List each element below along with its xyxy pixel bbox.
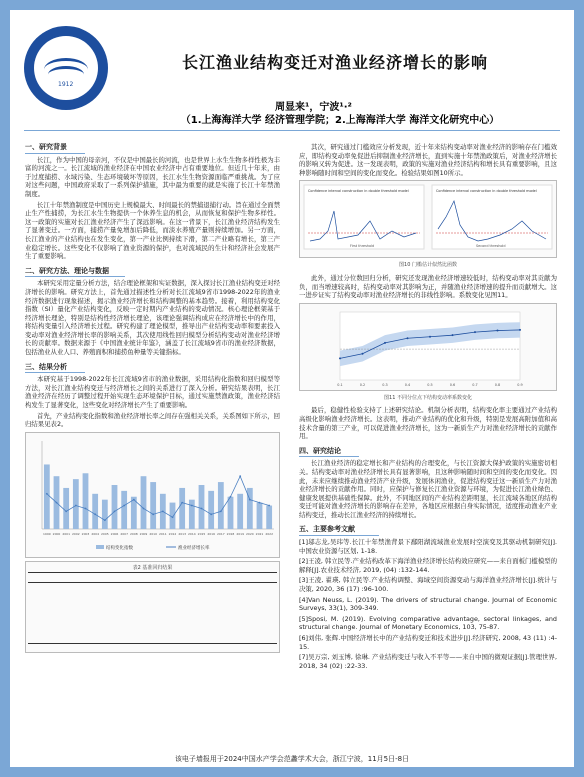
tick-label: 2009 xyxy=(139,531,148,536)
tick-label: 2019 xyxy=(236,531,244,536)
tick-label: 0.6 xyxy=(449,382,456,387)
point xyxy=(133,499,135,501)
point xyxy=(268,504,270,506)
point xyxy=(519,329,521,331)
point xyxy=(362,352,364,354)
fig10-left-title: Confidence interval construction in double threshold model xyxy=(308,189,409,194)
tick-label: 1999 xyxy=(43,531,51,536)
tick-label: 0.4 xyxy=(404,382,411,387)
poster-title: 长江渔业结构变迁对渔业经济增长的影响 xyxy=(181,53,488,72)
point xyxy=(452,334,454,336)
university-logo xyxy=(24,26,108,110)
bar xyxy=(121,491,127,529)
quantile-chart xyxy=(299,303,557,391)
tick-label: 2011 xyxy=(159,531,167,536)
tick-label: 2013 xyxy=(178,531,186,536)
point xyxy=(104,519,106,521)
bar xyxy=(44,464,50,529)
point xyxy=(162,510,164,512)
point xyxy=(65,510,67,512)
point xyxy=(46,493,48,495)
bar xyxy=(237,494,243,529)
relationship-chart xyxy=(25,432,280,558)
legend-swatch xyxy=(96,545,104,549)
tick-label: 2018 xyxy=(226,531,235,536)
point xyxy=(114,510,116,512)
section-heading: 五、主要参考文献 xyxy=(299,525,379,536)
paragraph: 长江渔业经济的稳定增长和产业结构的合理变化，与长江资源大保护政策的实施密切相关。结构变动率对渔业经济增长具有显著影响，且这种影响随时间和空间的变化而变化。因此，未来应继续推动渔业经济产业升级，发展休闲渔业，促进结构变迁这一新质生产力对渔业经济增长的贡献作用。同时，应保护与修复长江渔业资源与环境，为促进长江渔业绿色、健康发展提供基础性保障。此外，不同地区间的产业结构差距明显，长江流域各地区的结构变迁可能对渔业经济增长的影响存在差异，各地区应根据自身实际情况，适度推动渔业产业结构变迁，推动长江渔业经济的持续增长。 xyxy=(299,459,557,519)
header-divider xyxy=(24,130,560,131)
reference: [2]王凌, 韩立民等.产业结构改革下海洋渔业经济增长结构效应研究——来自面板门槛模型的解释[J].农业技术经济, 2019, (04) :132-144. xyxy=(299,557,557,574)
bar xyxy=(83,473,89,529)
tick-label: 2022 xyxy=(265,531,273,536)
bar xyxy=(179,488,185,529)
authors: 周显来¹，宁波¹·² xyxy=(275,102,352,113)
point xyxy=(172,516,174,518)
reference: [5]Sposi, M. (2019). Evolving comparative advantage, sectoral linkages, and structural change. Journal of Monetary Economics, 103, 75-87. xyxy=(299,614,557,632)
point xyxy=(407,337,409,339)
tick-label: 2006 xyxy=(110,531,119,536)
right-column xyxy=(299,143,557,672)
tick-label: 0.2 xyxy=(359,382,366,387)
point xyxy=(339,357,341,359)
series-line xyxy=(47,476,269,520)
point xyxy=(230,496,232,498)
affiliation: （1.上海海洋大学 经济管理学院；2.上海海洋大学 海洋文化研究中心） xyxy=(180,115,500,126)
fig10-right-title: Confidence interval construction in double threshold model xyxy=(436,189,537,194)
paragraph: 本研究采用定量分析方法，结合理论框架和实证数据，深入探讨长江渔业结构变迁对经济增长的影响。研究方法上，首先通过描述性分析对长江流域9省市1998-2022年的渔业经济数据进行现象描述，揭示渔业经济增长和结构调整的基本趋势。接着，利用结构变化指数（SI）量化产业结构变化，反映一定时期内产业结构的变动情况。核心理论框架基于经济增长理论，特别是结构性经济增长理论，该理论强调结构成应在经济增长中的作用，将结构变量引入经济增长过程。研究构建了理论模型，推导出产业结构变动率和要素投入变动率对渔业经济增长率的影响关系，其次使用线性回归模型分析结构变动对渔业经济增长的贡献率。数据来源于《中国渔业统计年鉴》，涵盖了长江流域9省市的渔业经济数据，包括渔业从业人口、养殖面积和捕捞鱼种量等关键指标。 xyxy=(25,279,280,357)
paragraph: 长江十年禁渔制度是中国历史上规模最大、时间最长的禁捕退捕行动。旨在通过全面禁止生产性捕捞，为长江水生生物提供一个休养生息的机会，从而恢复和保护生物多样性。这一政策的实施对长江渔业经济产生了深远影响。在这一背景下，长江渔业经济结构发生了显著变迁。一方面，捕捞产量免增加后降低，而淡水养殖产量则持续增加。另一方面，长江渔业的产业结构也在发生变化，第一产业比例持续下滑，第二产业略有增长，第三产业稳定增长。这些变化不仅影响了渔业资源的保护，也对流域民的生计和经济社会发展产生了重要影响。 xyxy=(25,200,280,261)
tick-label: 0.1 xyxy=(337,382,343,387)
tick-label: 0.3 xyxy=(382,382,388,387)
point xyxy=(474,331,476,333)
relationship-chart-svg xyxy=(26,433,279,557)
quantile-chart-svg xyxy=(300,304,556,390)
tick-label: 2021 xyxy=(255,531,264,536)
point xyxy=(384,342,386,344)
point xyxy=(249,499,251,501)
tick-label: 2001 xyxy=(62,531,70,536)
reference: [6]刘伟, 张辉.中国经济增长中的产业结构变迁和技术进步[J].经济研究, 2008, 43 (11) :4-15. xyxy=(299,634,557,651)
reference: [3]王凌, 翟瑛, 韩立民等.产业结构调整、海域空间资源变动与海洋渔业经济增长[J].统计与决策, 2020, 36 (17) :96-100. xyxy=(299,576,557,594)
tick-label: 0.5 xyxy=(427,382,433,387)
bar xyxy=(189,499,195,528)
figure-caption: 图10 门槛估计似然比函数 xyxy=(399,262,457,269)
bar xyxy=(112,485,118,529)
logo-year: 1912 xyxy=(58,81,74,88)
reference: [1]邬志龙,吴玮等.长江十年禁渔背景下鄱阳湖流域渔业发展时空演变及其驱动机制研究[J].中国农业资源与区划, 1-18. xyxy=(299,538,557,555)
section-heading: 三、结果分析 xyxy=(25,363,85,374)
point xyxy=(210,513,212,515)
point xyxy=(152,513,154,515)
left-column xyxy=(25,143,280,656)
threshold-figure xyxy=(299,180,557,258)
tick-label: 0.7 xyxy=(472,382,478,387)
tick-label: 0.9 xyxy=(517,382,523,387)
tick-label: 2012 xyxy=(168,531,177,536)
tick-label: 2010 xyxy=(149,531,157,536)
threshold-figure-svg xyxy=(300,181,556,257)
point xyxy=(75,504,77,506)
reference: [4]Van Neuss, L. (2019). The drivers of structural change. Journal of Economic Surveys, 33(1), 309-349. xyxy=(299,595,557,613)
point xyxy=(429,335,431,337)
table-caption: 表2 基准回归结果 xyxy=(132,564,173,571)
point xyxy=(94,513,96,515)
tick-label: 2007 xyxy=(120,531,128,536)
bar xyxy=(150,482,156,529)
paragraph: 长江，作为中国的母亲河，不仅是中国最长的河流，也是世界上水生生物多样性极为丰富的河流之一。长江流域的渔业经济在中国农业经济中占有重要地位。但近几十年来，由于过度捕捞、水域污染、生态环境破坏等原因，长江水生生物资源面临严重挑战。为了应对这些问题，中国政府采取了一系列保护措施，其中最为重要的就是实施了长江十年禁渔制度。 xyxy=(25,155,280,198)
footer: 该电子墙报用于2024中国水产学会范蠡学术大会，浙江宁波，11月5日-8日 xyxy=(174,755,410,763)
tick-label: 2005 xyxy=(101,531,109,536)
section-heading: 四、研究结论 xyxy=(299,447,359,458)
paragraph: 其次，研究通过门槛效应分析发现，近十年来结构变动率对渔业经济的影响存在门槛效应，即结构变动率免促进后抑制渔业经济增长，直到实施十年禁渔政策后，对渔业经济增长的影响又转为促进。这一发现表明，政策的实施对渔业经济结构和增长具有重要影响，且这种影响随时间和空间的变化而变化。检验结果如图10所示。 xyxy=(299,143,557,177)
fig10-right-xlabel: Second threshold xyxy=(476,244,506,249)
point xyxy=(201,507,203,509)
tick-label: 2002 xyxy=(72,531,80,536)
bar xyxy=(199,485,205,529)
paragraph: 最后，稳健性检验支持了上述研究结论。机制分析表明，结构变化率主要通过产业结构高级化影响渔业经济增长。这表明，推动产业结构的优化和升级，特别是发展高附加值和高技术含量的第三产业，可以促进渔业经济增长，这为一新质生产力对渔业经济增长的贡献作用。 xyxy=(299,406,557,441)
tick-label: 2004 xyxy=(91,531,99,536)
tick-label: 0.8 xyxy=(494,382,501,387)
bar xyxy=(266,505,272,528)
tick-label: 2014 xyxy=(188,531,196,536)
point xyxy=(181,502,183,504)
point xyxy=(85,507,87,509)
bar xyxy=(92,494,98,529)
bar xyxy=(73,479,79,529)
section-heading: 二、研究方法、理论与数据 xyxy=(25,267,125,278)
point xyxy=(143,507,145,509)
fig10-left-xlabel: First threshold xyxy=(350,244,375,249)
reference: [7]吴万宗, 刘玉博, 徐琳. 产业结构变迁与收入不平等——来自中国的微观证据[J].管理世界, 2018, 34 (02) :22-33. xyxy=(299,653,557,670)
point xyxy=(56,502,58,504)
point xyxy=(497,329,499,331)
figure-caption: 图11 不同分位点下结构变动率系数变化 xyxy=(384,394,472,401)
bar xyxy=(63,488,69,529)
section-heading: 一、研究背景 xyxy=(25,143,85,154)
poster xyxy=(10,10,574,767)
bar xyxy=(208,491,214,529)
tick-label: 2015 xyxy=(197,531,206,536)
bar xyxy=(102,499,108,528)
tick-label: 2017 xyxy=(217,531,225,536)
tick-label: 2020 xyxy=(246,531,254,536)
paragraph: 本研究基于1998-2022年长江流域9省市的渔业数据，采用结构化指数和回归模型等方法，对长江渔业结构变迁与经济增长之间的关系进行了深入分析。研究结果表明，长江渔业经济在经历了调整过程开始实现生态环境保护目标，通过实施禁渔政策，渔业经济结构发生了显著变化，这些变化对经济增长产生了重要影响。 xyxy=(25,375,280,410)
table xyxy=(28,572,277,652)
tick-label: 2003 xyxy=(81,531,90,536)
bar xyxy=(228,497,234,529)
tick-label: 2000 xyxy=(52,531,61,536)
paragraph: 首先，产业结构变化指数和渔业经济增长率之间存在强相关关系，关系图如下所示，回归结果见表2。 xyxy=(25,411,280,429)
bar xyxy=(141,476,147,529)
point xyxy=(220,510,222,512)
paragraph: 此外，通过分位数回归分析，研究还发现渔业经济增速较低时，结构变动率对其贡献为负，而当增速较高时，结构变动率对其影响为正，并随渔业经济增速的提升而贡献增大。这一进步证实了结构变动率对渔业经济增长的非线性影响。系数变化见图11。 xyxy=(299,273,557,300)
regression-table xyxy=(25,561,280,653)
legend-label: 结构变化指数 xyxy=(106,545,133,551)
point xyxy=(259,502,261,504)
point xyxy=(123,504,125,506)
bar xyxy=(218,482,224,529)
point xyxy=(239,475,241,477)
tick-label: 2008 xyxy=(130,531,138,536)
bar xyxy=(257,502,263,528)
point xyxy=(191,504,193,506)
legend-label: 渔业经济增长率 xyxy=(178,545,210,551)
tick-label: 2016 xyxy=(207,531,215,536)
